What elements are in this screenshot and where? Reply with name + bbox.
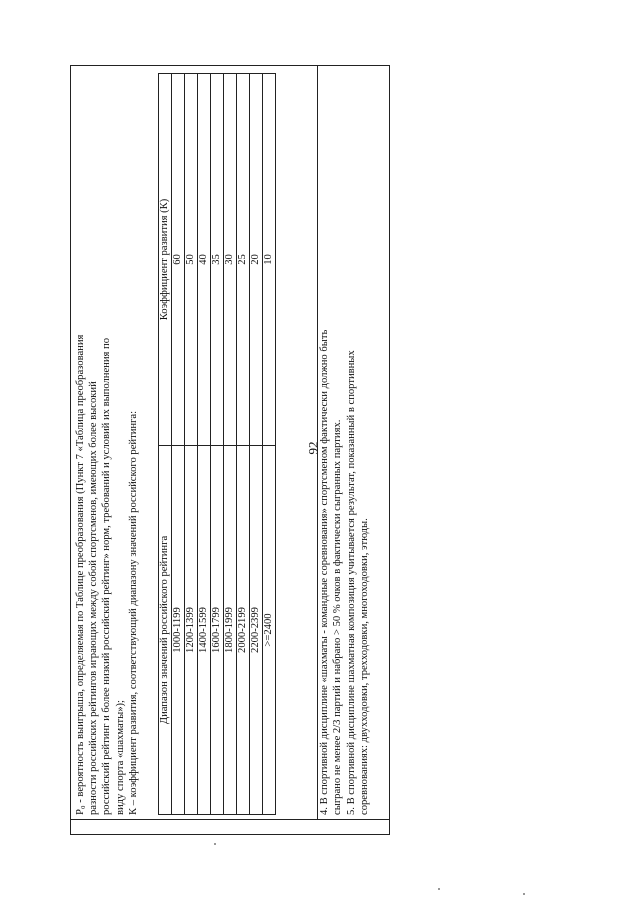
coefficient-cell: 20	[250, 74, 263, 446]
scan-speck	[438, 888, 440, 890]
coefficient-cell: 10	[263, 74, 276, 446]
range-cell: 2000-2199	[237, 446, 250, 815]
intro-text	[74, 73, 140, 815]
range-cell: >=2400	[263, 446, 276, 815]
range-cell: 1000-1199	[172, 446, 185, 815]
header-coefficient: Коэффициент развития (К)	[159, 74, 172, 446]
intro-line: К – коэффициент развития, соответствующий диапазону значений российского рейтинга:	[127, 410, 139, 815]
rating-coefficient-table	[158, 73, 276, 815]
coefficient-cell: 60	[172, 74, 185, 446]
note-5-line: 5. В спортивной дисциплине шахматная композиция учитывается результат, показанный в спортивных	[345, 350, 357, 815]
range-cell: 1400-1599	[198, 446, 211, 815]
table-row	[237, 74, 250, 815]
intro-line: виду спорта «шахматы»);	[114, 700, 126, 815]
note-4-line: сыграно не менее 2/3 партий и набрано > 50 % очков в фактически сыгранных партиях.	[332, 419, 344, 815]
table-row	[250, 74, 263, 815]
coefficient-cell: 30	[224, 74, 237, 446]
table-row	[263, 74, 276, 815]
header-range: Диапазон значений российского рейтинга	[159, 446, 172, 815]
note-5-line: соревнованиях: двухходовки, трехходовки, многоходовки, этюды.	[359, 518, 371, 815]
table-row	[224, 74, 237, 815]
coefficient-cell: 25	[237, 74, 250, 446]
coefficient-cell: 40	[198, 74, 211, 446]
note-4-line: 4. В спортивной дисциплине «шахматы - командные соревнования» спортсменом фактически должно быть	[319, 329, 330, 815]
scan-speck	[214, 843, 216, 845]
table-row	[211, 74, 224, 815]
page-number: 92	[305, 441, 321, 455]
range-cell: 2200-2399	[250, 446, 263, 815]
table-header-row	[159, 74, 172, 815]
left-column-divider	[71, 819, 389, 820]
intro-line: разности российских рейтингов играющих между собой спортсменов, имеющих более высокий	[88, 381, 100, 815]
table-row	[172, 74, 185, 815]
range-cell: 1200-1399	[185, 446, 198, 815]
intro-line: российский рейтинг и более низкий российский рейтинг» норм, требований и условий их выполнения по	[101, 338, 113, 815]
range-cell: 1800-1999	[224, 446, 237, 815]
table-row	[198, 74, 211, 815]
scan-speck	[523, 893, 525, 895]
intro-line: Р₀ - вероятность выигрыша, определяемая по Таблице преобразования (Пункт 7 «Таблица преобразования	[75, 334, 86, 815]
notes-section	[318, 73, 372, 815]
coefficient-cell: 50	[185, 74, 198, 446]
table-row	[185, 74, 198, 815]
range-cell: 1600-1799	[211, 446, 224, 815]
document-body	[70, 65, 390, 835]
coefficient-cell: 35	[211, 74, 224, 446]
